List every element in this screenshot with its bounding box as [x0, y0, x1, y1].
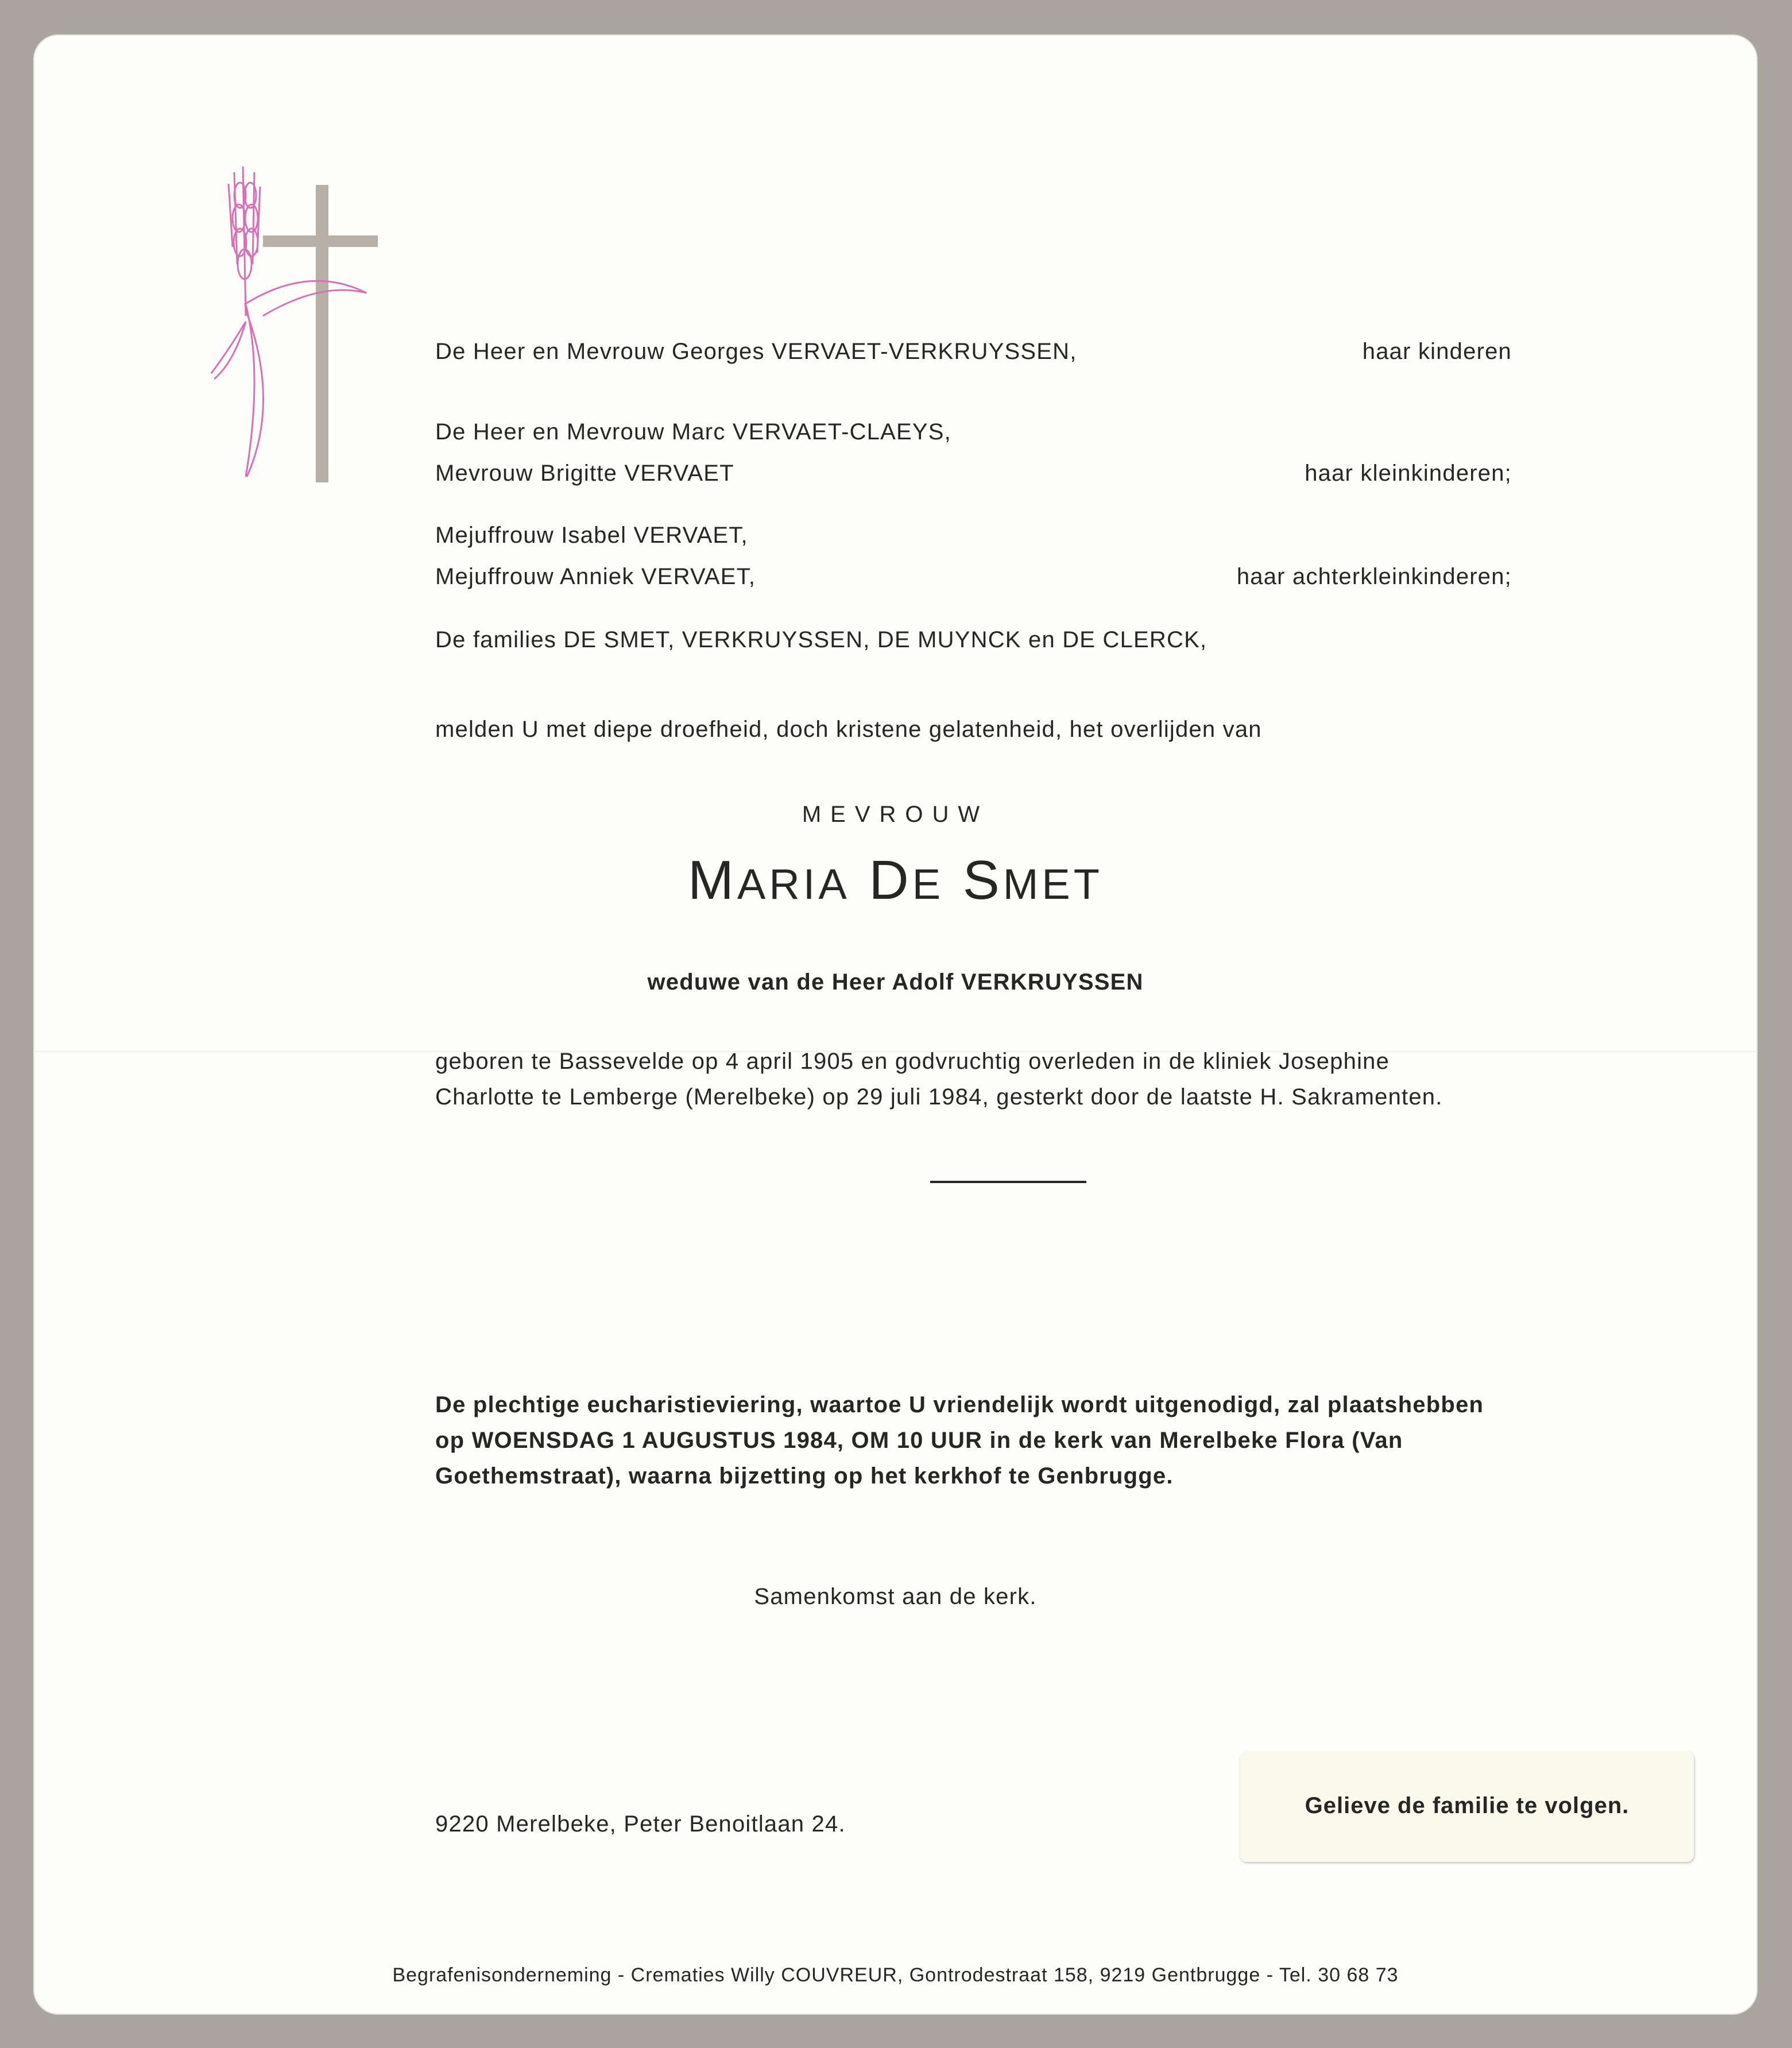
birth-death-line-1: geboren te Bassevelde op 4 april 1905 en godvruchtig overleden in de kliniek Josephine — [435, 1049, 1390, 1074]
birth-death-line-2: Charlotte te Lemberge (Merelbeke) op 29 juli 1984, gesterkt door de laatste H. Sakramenten. — [435, 1084, 1443, 1110]
sticker-text: Gelieve de familie te volgen. — [1305, 1793, 1630, 1818]
announcement-line: melden U met diepe droefheid, doch kristene gelatenheid, het overlijden van — [435, 717, 1262, 742]
deceased-name: MARIA DE SMET — [688, 849, 1103, 911]
children-role: haar kinderen — [1362, 339, 1512, 364]
families-line: De families DE SMET, VERKRUYSSEN, DE MUYNCK en DE CLERCK, — [435, 627, 1207, 652]
address-line: 9220 Merelbeke, Peter Benoitlaan 24. — [435, 1811, 846, 1837]
children-line: De Heer en Mevrouw Georges VERVAET-VERKRUYSSEN, — [435, 339, 1077, 364]
wheat-icon — [211, 167, 366, 477]
gathering-line: Samenkomst aan de kerk. — [754, 1584, 1037, 1609]
death-notice-card — [33, 34, 1758, 2015]
service-line-3: Goethemstraat), waarna bijzetting op het kerkhof te Genbrugge. — [435, 1463, 1174, 1489]
cross-horizontal — [263, 235, 378, 247]
deceased-title: MEVROUW — [802, 802, 989, 827]
service-line-2: op WOENSDAG 1 AUGUSTUS 1984, OM 10 UUR in de kerk van Merelbeke Flora (Van — [435, 1428, 1403, 1453]
cross-vertical — [316, 185, 328, 482]
cross-and-wheat-icon — [148, 132, 412, 500]
great-grandchildren-line-1: Mejuffrouw Isabel VERVAET, — [435, 523, 748, 548]
grandchildren-line-2: Mevrouw Brigitte VERVAET — [435, 461, 734, 486]
funeral-home-footer: Begrafenisonderneming - Crematies Willy COUVREUR, Gontrodestraat 158, 9219 Gentbrugge - Tel. 30 68 73 — [392, 1964, 1399, 1986]
widow-of-line: weduwe van de Heer Adolf VERKRUYSSEN — [647, 969, 1144, 995]
grandchildren-role: haar kleinkinderen; — [1305, 461, 1512, 486]
service-line-1: De plechtige eucharistieviering, waartoe U vriendelijk wordt uitgenodigd, zal plaatshebben — [435, 1392, 1484, 1417]
grandchildren-line-1: De Heer en Mevrouw Marc VERVAET-CLAEYS, — [435, 419, 951, 445]
great-grandchildren-role: haar achterkleinkinderen; — [1236, 564, 1512, 589]
follow-family-sticker — [1240, 1752, 1694, 1862]
divider — [930, 1181, 1086, 1183]
great-grandchildren-line-2: Mejuffrouw Anniek VERVAET, — [435, 564, 756, 589]
